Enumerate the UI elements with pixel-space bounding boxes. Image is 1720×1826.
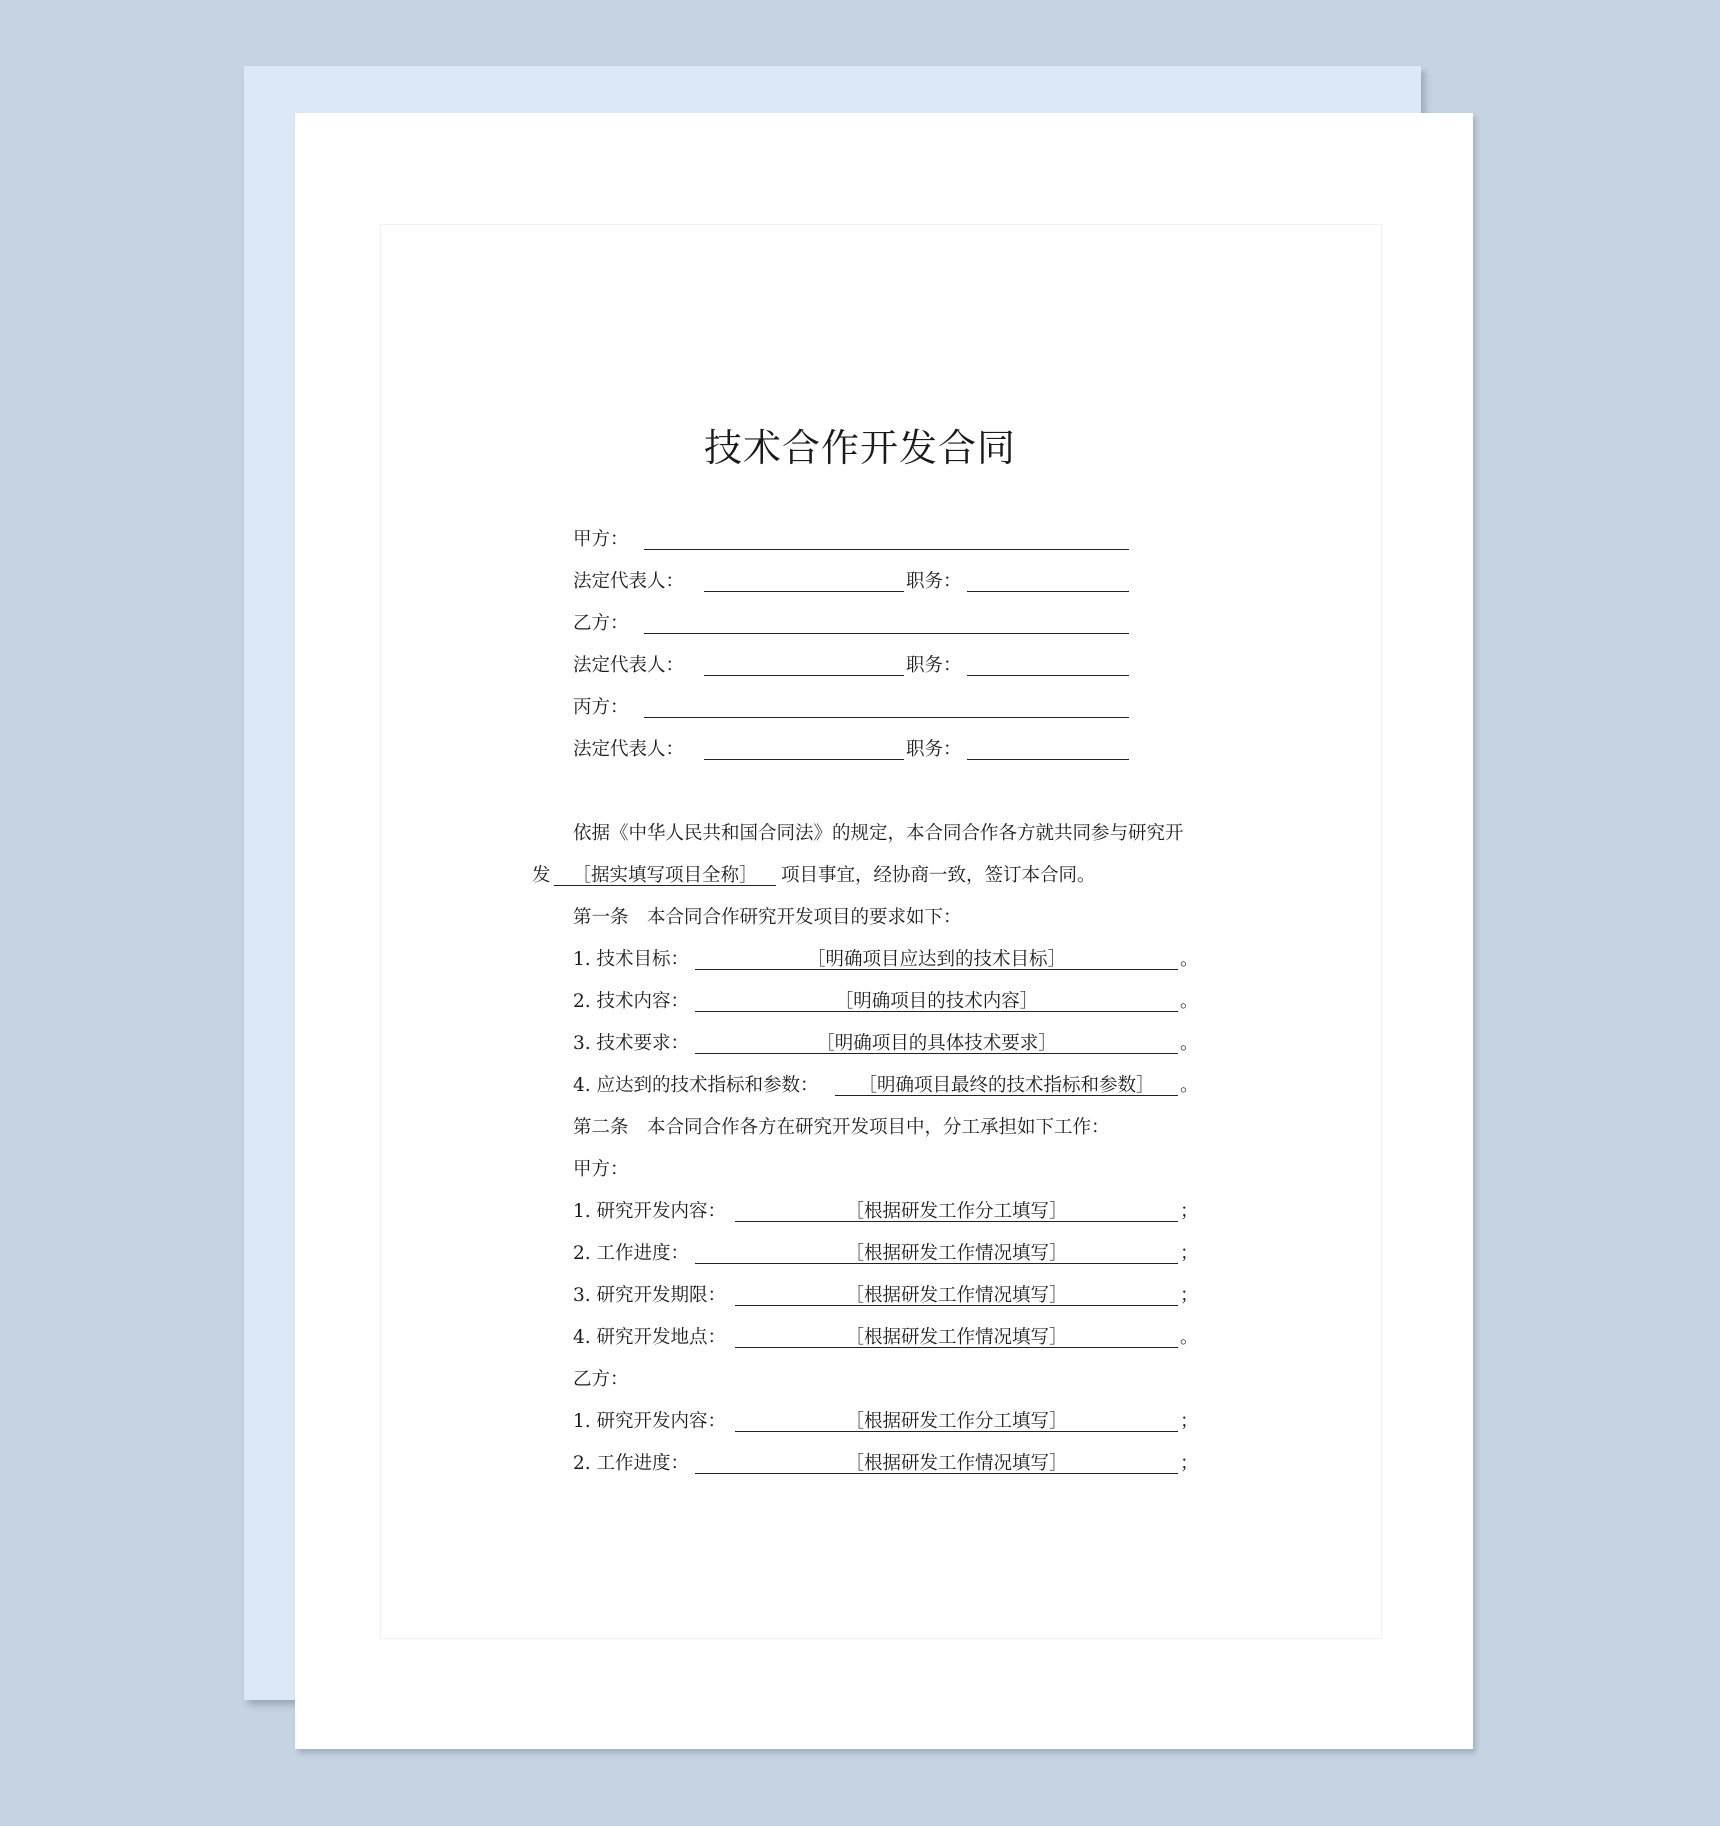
party-c-rep-field[interactable] — [704, 735, 904, 760]
party-a-rep-line — [573, 561, 1133, 603]
party-c-title-field[interactable] — [967, 735, 1129, 760]
tech-metrics-field[interactable] — [835, 1071, 1178, 1096]
party-a-work-label: 甲方： — [573, 1159, 629, 1180]
item-label: 1. 研究开发内容： — [573, 1411, 727, 1432]
party-b-line — [573, 603, 1133, 645]
party-c-label: 丙方： — [573, 697, 629, 718]
field-placeholder: ［根据研发工作分工填写］ — [845, 1411, 1068, 1432]
party-b-work-item — [573, 1443, 1199, 1485]
party-a-work-item — [573, 1275, 1199, 1317]
item-end-mark: 。 — [1180, 991, 1199, 1012]
party-a-title-field[interactable] — [967, 567, 1129, 592]
field-placeholder: ［根据研发工作情况填写］ — [845, 1285, 1068, 1306]
field-placeholder: ［根据研发工作情况填写］ — [845, 1243, 1068, 1264]
field-placeholder: ［根据研发工作情况填写］ — [845, 1453, 1068, 1474]
party-a-content-field[interactable] — [735, 1197, 1178, 1222]
field-placeholder: ［明确项目应达到的技术目标］ — [806, 949, 1066, 970]
party-b-title-field[interactable] — [967, 651, 1129, 676]
party-a-line — [573, 519, 1133, 561]
item-label: 1. 技术目标： — [573, 949, 690, 970]
item-label: 1. 研究开发内容： — [573, 1201, 727, 1222]
article-2-heading: 第二条 本合同合作各方在研究开发项目中，分工承担如下工作： — [573, 1117, 1110, 1138]
intro-suffix: 项目事宜，经协商一致，签订本合同。 — [781, 865, 1096, 886]
party-c-title-label: 职务： — [906, 739, 962, 760]
party-b-progress-field[interactable] — [695, 1449, 1178, 1474]
item-label: 3. 技术要求： — [573, 1033, 690, 1054]
field-placeholder: ［明确项目最终的技术指标和参数］ — [858, 1075, 1155, 1096]
party-a-location-field[interactable] — [735, 1323, 1178, 1348]
intro-prefix: 发 — [532, 865, 551, 886]
item-label: 2. 技术内容： — [573, 991, 690, 1012]
item-end-mark: ； — [1180, 1285, 1199, 1306]
party-b-title-label: 职务： — [906, 655, 962, 676]
party-a-rep-field[interactable] — [704, 567, 904, 592]
party-b-work-item — [573, 1401, 1199, 1443]
article-1-item — [573, 1065, 1199, 1107]
item-label: 4. 应达到的技术指标和参数： — [573, 1075, 819, 1096]
party-a-work-item — [573, 1233, 1199, 1275]
party-a-name-field[interactable] — [644, 525, 1129, 550]
field-placeholder: ［明确项目的技术内容］ — [834, 991, 1039, 1012]
item-end-mark: ； — [1180, 1201, 1199, 1222]
party-b-content-field[interactable] — [735, 1407, 1178, 1432]
party-b-name-field[interactable] — [644, 609, 1129, 634]
article-1-item — [573, 1023, 1199, 1065]
party-b-rep-label: 法定代表人： — [573, 655, 685, 676]
party-a-title-label: 职务： — [906, 571, 962, 592]
intro-line-2 — [532, 855, 1132, 897]
item-label: 4. 研究开发地点： — [573, 1327, 727, 1348]
party-a-rep-label: 法定代表人： — [573, 571, 685, 592]
party-a-work-item — [573, 1191, 1199, 1233]
document-title: 技术合作开发合同 — [703, 426, 1016, 470]
project-name-placeholder: ［据实填写项目全称］ — [572, 865, 758, 886]
field-placeholder: ［根据研发工作分工填写］ — [845, 1201, 1068, 1222]
item-end-mark: 。 — [1180, 949, 1199, 970]
item-end-mark: ； — [1180, 1411, 1199, 1432]
item-end-mark: ； — [1180, 1243, 1199, 1264]
party-c-name-field[interactable] — [644, 693, 1129, 718]
article-1-item — [573, 939, 1199, 981]
field-placeholder: ［明确项目的具体技术要求］ — [816, 1033, 1057, 1054]
article-1-heading: 第一条 本合同合作研究开发项目的要求如下： — [573, 907, 962, 928]
tech-goal-field[interactable] — [695, 945, 1178, 970]
intro-line-1: 依据《中华人民共和国合同法》的规定，本合同合作各方就共同参与研究开 — [573, 823, 1184, 844]
party-a-label: 甲方： — [573, 529, 629, 550]
project-name-field[interactable] — [554, 861, 776, 886]
party-b-rep-field[interactable] — [704, 651, 904, 676]
item-label: 2. 工作进度： — [573, 1453, 690, 1474]
item-end-mark: 。 — [1180, 1033, 1199, 1054]
item-label: 3. 研究开发期限： — [573, 1285, 727, 1306]
party-b-rep-line — [573, 645, 1133, 687]
party-a-work-item — [573, 1317, 1199, 1359]
party-a-progress-field[interactable] — [695, 1239, 1178, 1264]
party-c-rep-label: 法定代表人： — [573, 739, 685, 760]
party-b-label: 乙方： — [573, 613, 629, 634]
item-end-mark: 。 — [1180, 1327, 1199, 1348]
tech-requirement-field[interactable] — [695, 1029, 1178, 1054]
party-c-rep-line — [573, 729, 1133, 771]
item-label: 2. 工作进度： — [573, 1243, 690, 1264]
party-c-line — [573, 687, 1133, 729]
field-placeholder: ［根据研发工作情况填写］ — [845, 1327, 1068, 1348]
article-1-item — [573, 981, 1199, 1023]
party-a-period-field[interactable] — [735, 1281, 1178, 1306]
tech-content-field[interactable] — [695, 987, 1178, 1012]
item-end-mark: ； — [1180, 1453, 1199, 1474]
item-end-mark: 。 — [1180, 1075, 1199, 1096]
party-b-work-label: 乙方： — [573, 1369, 629, 1390]
